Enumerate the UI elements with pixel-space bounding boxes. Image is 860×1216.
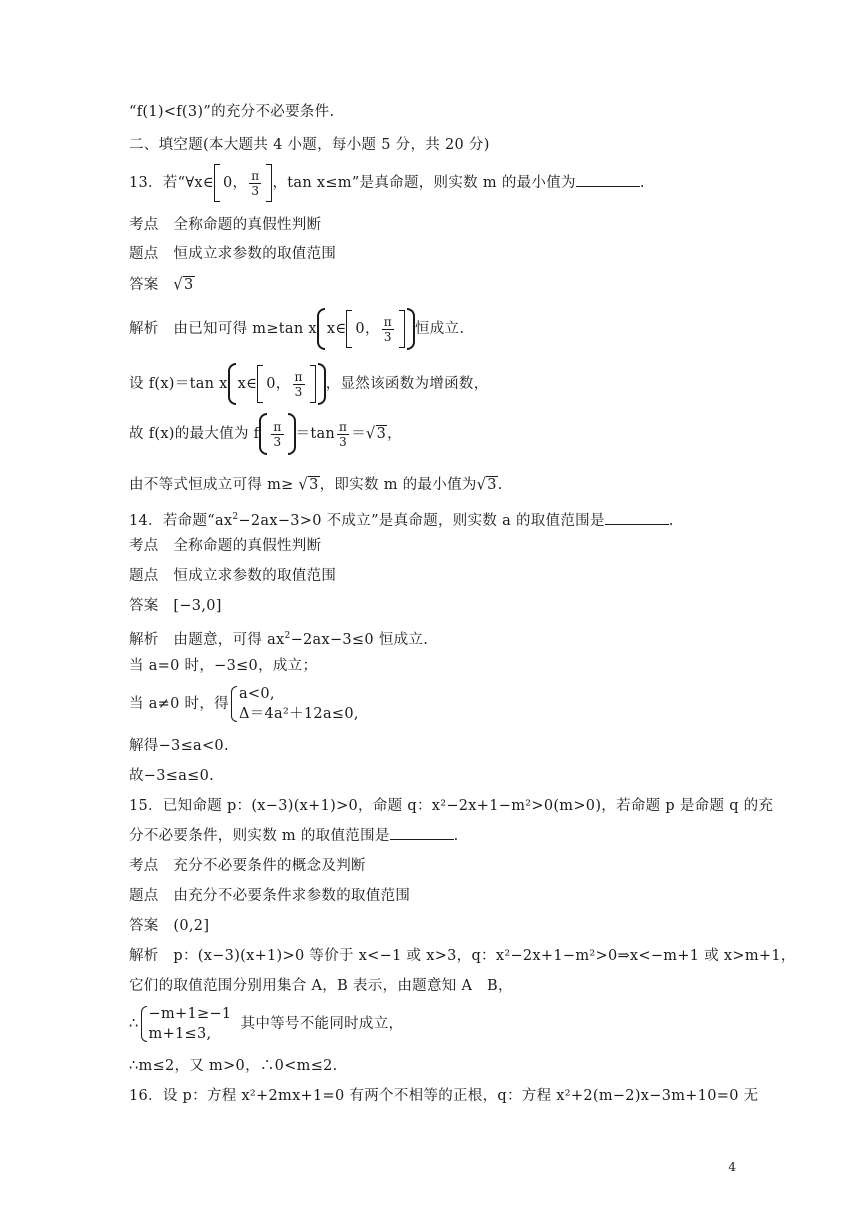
kaodian-13: 考点 全称命题的真假性判断 bbox=[129, 217, 322, 233]
jiexi-13: 解析 由已知可得 m≥tan x x∈ 0， $\frac{\pi}{3}$ 恒成立. bbox=[129, 308, 464, 350]
answer-14: 答案 [−3,0] bbox=[129, 598, 222, 614]
line-therefore: ∴ −m+1≥−1 m+1≤3, 其中等号不能同时成立， bbox=[129, 1006, 404, 1042]
section-heading: 二、填空题(本大题共 4 小题，每小题 5 分，共 20 分) bbox=[129, 137, 490, 153]
answer-blank bbox=[576, 174, 640, 187]
answer-15: 答案 (0,2] bbox=[129, 918, 210, 934]
answer-blank bbox=[390, 827, 454, 840]
line-jd14: 解得−3≤a<0. bbox=[129, 738, 229, 754]
tidian-15: 题点 由充分不必要条件求参数的取值范围 bbox=[129, 888, 411, 904]
tidian-14: 题点 恒成立求参数的取值范围 bbox=[129, 568, 337, 584]
line-an0: 当 a≠0 时，得 a<0, Δ＝4a²＋12a≤0, bbox=[129, 686, 359, 722]
answer-blank bbox=[605, 512, 669, 525]
page-number: 4 bbox=[728, 1160, 736, 1174]
jiexi-15b: 它们的取值范围分别用集合 A，B 表示，由题意知 A B， bbox=[129, 978, 513, 994]
line-s13: 设 f(x)＝tan x x∈ 0， $\frac{\pi}{3}$ ，显然该函数为增函数， bbox=[129, 363, 489, 405]
question-13: 13．若“∀x∈ 0， $\frac{\pi}{3}$ ，tan x≤m”是真命题，则实数 m 的最小值为 . bbox=[129, 164, 645, 202]
tidian-13: 题点 恒成立求参数的取值范围 bbox=[129, 246, 337, 262]
line-a0: 当 a=0 时，−3≤0，成立； bbox=[129, 658, 318, 674]
line-therefore2: ∴m≤2，又 m>0，∴0<m≤2. bbox=[129, 1058, 338, 1074]
line-b13: 由不等式恒成立可得 m≥ √3，即实数 m 的最小值为√3. bbox=[129, 476, 503, 494]
question-15a: 15．已知命题 p：(x−3)(x+1)>0，命题 q：x²−2x+1−m²>0(m>0)，若命题 p 是命题 q 的充 bbox=[129, 798, 774, 814]
jiexi-14: 解析 由题意，可得 $ax^2-2ax-3\le 0$ 恒成立. bbox=[129, 631, 429, 648]
kaodian-15: 考点 充分不必要条件的概念及判断 bbox=[129, 858, 366, 874]
answer-13: 答案 √3 bbox=[129, 276, 194, 294]
jiexi-15a: 解析 p：(x−3)(x+1)>0 等价于 x<−1 或 x>3，q：x²−2x+1−m²>0⇒x<−m+1 或 x>m+1， bbox=[129, 948, 796, 964]
question-14: 14．若命题“$ax^2-2ax-3>0$ 不成立”是真命题，则实数 a 的取值范围是 . bbox=[129, 512, 674, 529]
line-l1: “f(1)<f(3)”的充分不必要条件. bbox=[129, 104, 335, 120]
question-15b: 分不必要条件，则实数 m 的取值范围是 . bbox=[129, 828, 459, 844]
question-16: 16．设 p：方程 x²+2mx+1=0 有两个不相等的正根，q：方程 x²+2(m−2)x−3m+10=0 无 bbox=[129, 1088, 759, 1104]
line-g13: 故 f(x)的最大值为 f $\frac{\pi}{3}$ ＝tan $\frac{\pi}{3}$ ＝√3， bbox=[129, 413, 402, 455]
kaodian-14: 考点 全称命题的真假性判断 bbox=[129, 538, 322, 554]
line-gu14: 故−3≤a≤0. bbox=[129, 768, 215, 784]
